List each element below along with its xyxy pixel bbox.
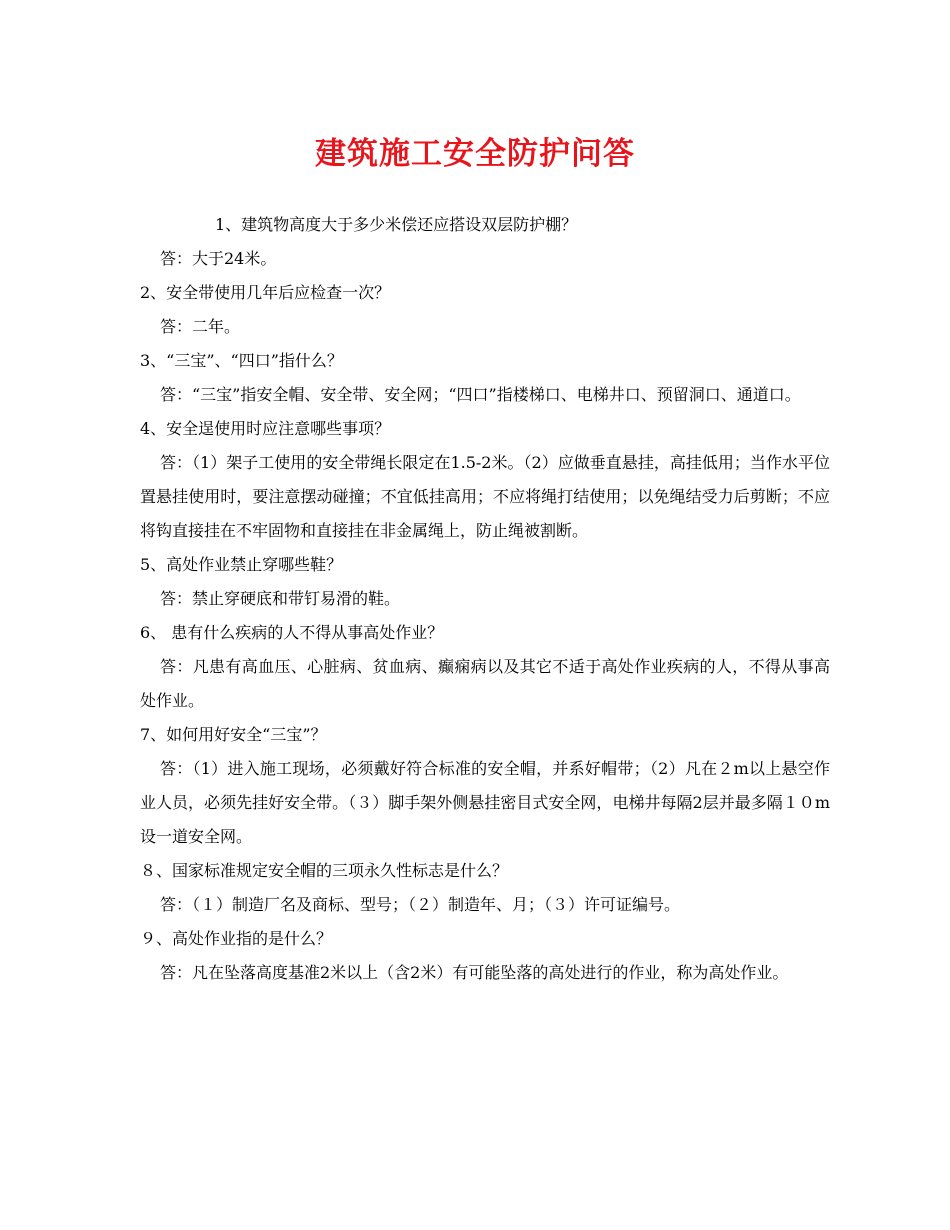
answer-7: 答：（1）进入施工现场，必须戴好符合标准的安全帽，并系好帽带；（2）凡在２m以上悬空作业人员，必须先挂好安全带。（３）脚手架外侧悬挂密目式安全网，电梯井每隔2层并最多隔１０m设一道安全网。 bbox=[140, 759, 830, 846]
question-3: 3、“三宝”、“四口”指什么？ bbox=[140, 351, 343, 370]
question-4: 4、安全逞使用时应注意哪些事项？ bbox=[140, 419, 391, 438]
question-2: 2、安全带使用几年后应检查一次？ bbox=[140, 283, 391, 302]
answer-6: 答：凡患有高血压、心脏病、贫血病、癫痫病以及其它不适于高处作业疾病的人，不得从事高处作业。 bbox=[140, 657, 830, 710]
answer-2: 答：二年。 bbox=[160, 317, 241, 336]
question-9: ９、高处作业指的是什么？ bbox=[140, 929, 333, 948]
document-title: 建筑施工安全防护问答 bbox=[315, 136, 635, 172]
answer-8: 答：（１）制造厂名及商标、型号；（２）制造年、月；（３）许可证编号。 bbox=[160, 895, 681, 914]
question-7: 7、如何用好安全“三宝”？ bbox=[140, 725, 327, 744]
answer-4: 答：（1）架子工使用的安全带绳长限定在1.5-2米。（2）应做垂直悬挂，高挂低用；当作水平位置悬挂使用时，要注意摆动碰撞；不宜低挂高用；不应将绳打结使用；以免绳结受力后剪断；不应将钩直接挂在不牢固物和直接挂在非金属绳上，防止绳被割断。 bbox=[140, 453, 830, 540]
answer-9: 答：凡在坠落高度基准2米以上（含2米）有可能坠落的高处进行的作业，称为高处作业。 bbox=[160, 963, 789, 982]
question-6: 6、 患有什么疾病的人不得从事高处作业？ bbox=[140, 623, 444, 642]
question-5: 5、高处作业禁止穿哪些鞋？ bbox=[140, 555, 343, 574]
question-1: 1、建筑物高度大于多少米偿还应搭设双层防护棚？ bbox=[215, 215, 578, 234]
answer-1: 答：大于24米。 bbox=[160, 249, 277, 268]
answer-5: 答：禁止穿硬底和带钉易滑的鞋。 bbox=[160, 589, 401, 608]
question-8: ８、国家标准规定安全帽的三项永久性标志是什么？ bbox=[140, 861, 509, 880]
qa-list bbox=[140, 208, 830, 990]
answer-3: 答：“三宝”指安全帽、安全带、安全网；“四口”指楼梯口、电梯井口、预留洞口、通道口。 bbox=[160, 385, 801, 404]
